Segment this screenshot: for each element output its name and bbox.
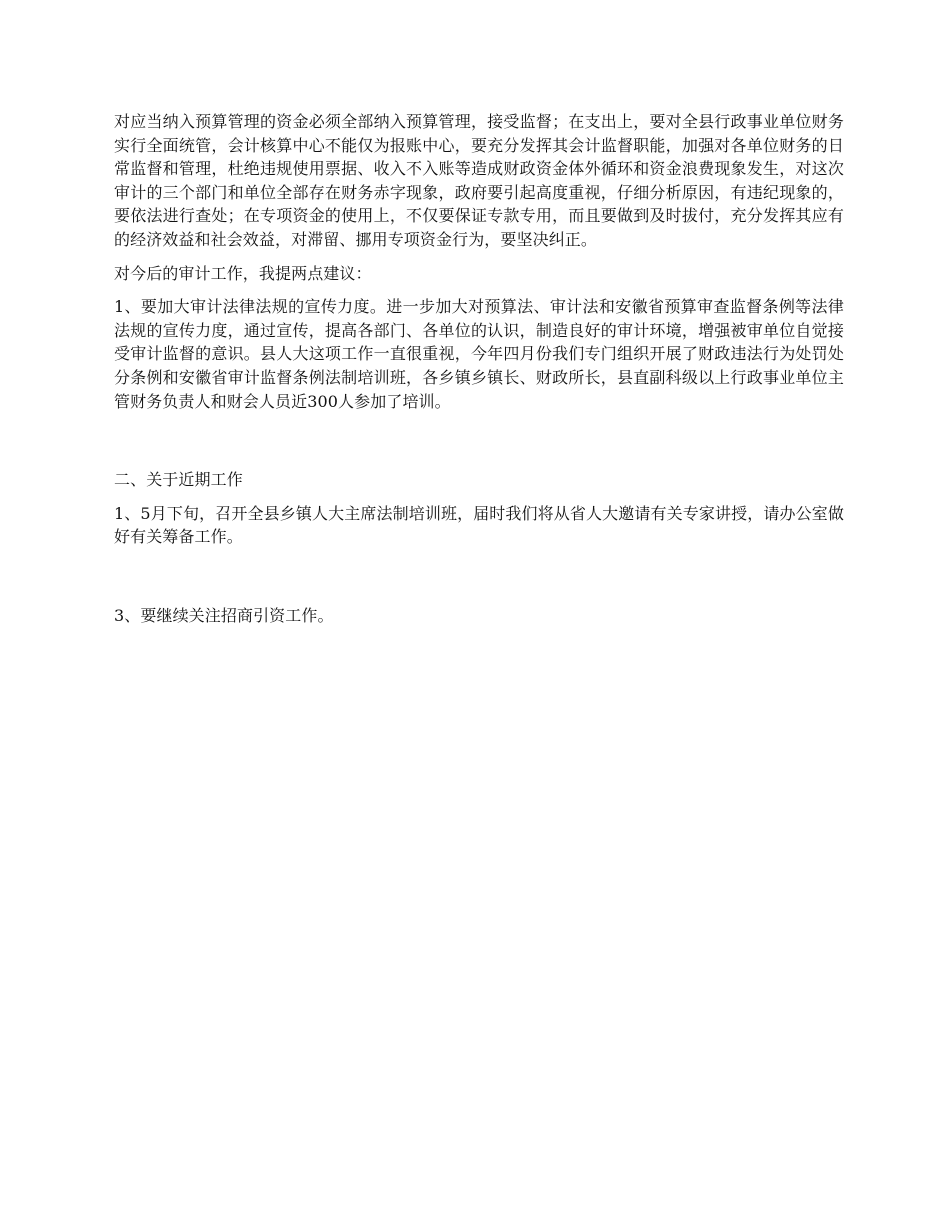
spacer xyxy=(114,285,844,295)
paragraph-recent-work-1: 1、5月下旬，召开全县乡镇人大主席法制培训班，届时我们将从省人大邀请有关专家讲授，请办公室做好有关筹备工作。 xyxy=(114,503,844,547)
spacer xyxy=(114,549,844,604)
paragraph-recent-work-3: 3、要继续关注招商引资工作。 xyxy=(114,605,334,625)
spacer xyxy=(114,492,844,502)
paragraph-suggestions-intro: 对今后的审计工作，我提两点建议： xyxy=(114,263,372,283)
spacer xyxy=(114,252,844,262)
document-body xyxy=(114,110,844,628)
section-heading-recent-work: 二、关于近期工作 xyxy=(114,470,243,490)
paragraph-suggestion-1: 1、要加大审计法律法规的宣传力度。进一步加大对预算法、审计法和安徽省预算审查监督条例等法律法规的宣传力度，通过宣传，提高各部门、各单位的认识，制造良好的审计环境，增强被审单位自觉接受审计监督的意识。县人大这项工作一直很重视，今年四月份我们专门组织开展了财政违法行为处罚处分条例和安徽省审计监督条例法制培训班，各乡镇乡镇长、财政所长，县直副科级以上行政事业单位主管财务负责人和财会人员近300人参加了培训。 xyxy=(114,297,844,411)
spacer xyxy=(114,413,844,468)
paragraph-budget-supervision: 对应当纳入预算管理的资金必须全部纳入预算管理，接受监督；在支出上，要对全县行政事业单位财务实行全面统管，会计核算中心不能仅为报账中心，要充分发挥其会计监督职能，加强对各单位财务的日常监督和管理，杜绝违规使用票据、收入不入账等造成财政资金体外循环和资金浪费现象发生，对这次审计的三个部门和单位全部存在财务赤字现象，政府要引起高度重视，仔细分析原因，有违纪现象的，要依法进行查处；在专项资金的使用上，不仅要保证专款专用，而且要做到及时拔付，充分发挥其应有的经济效益和社会效益，对滞留、挪用专项资金行为，要坚决纠正。 xyxy=(114,112,844,249)
